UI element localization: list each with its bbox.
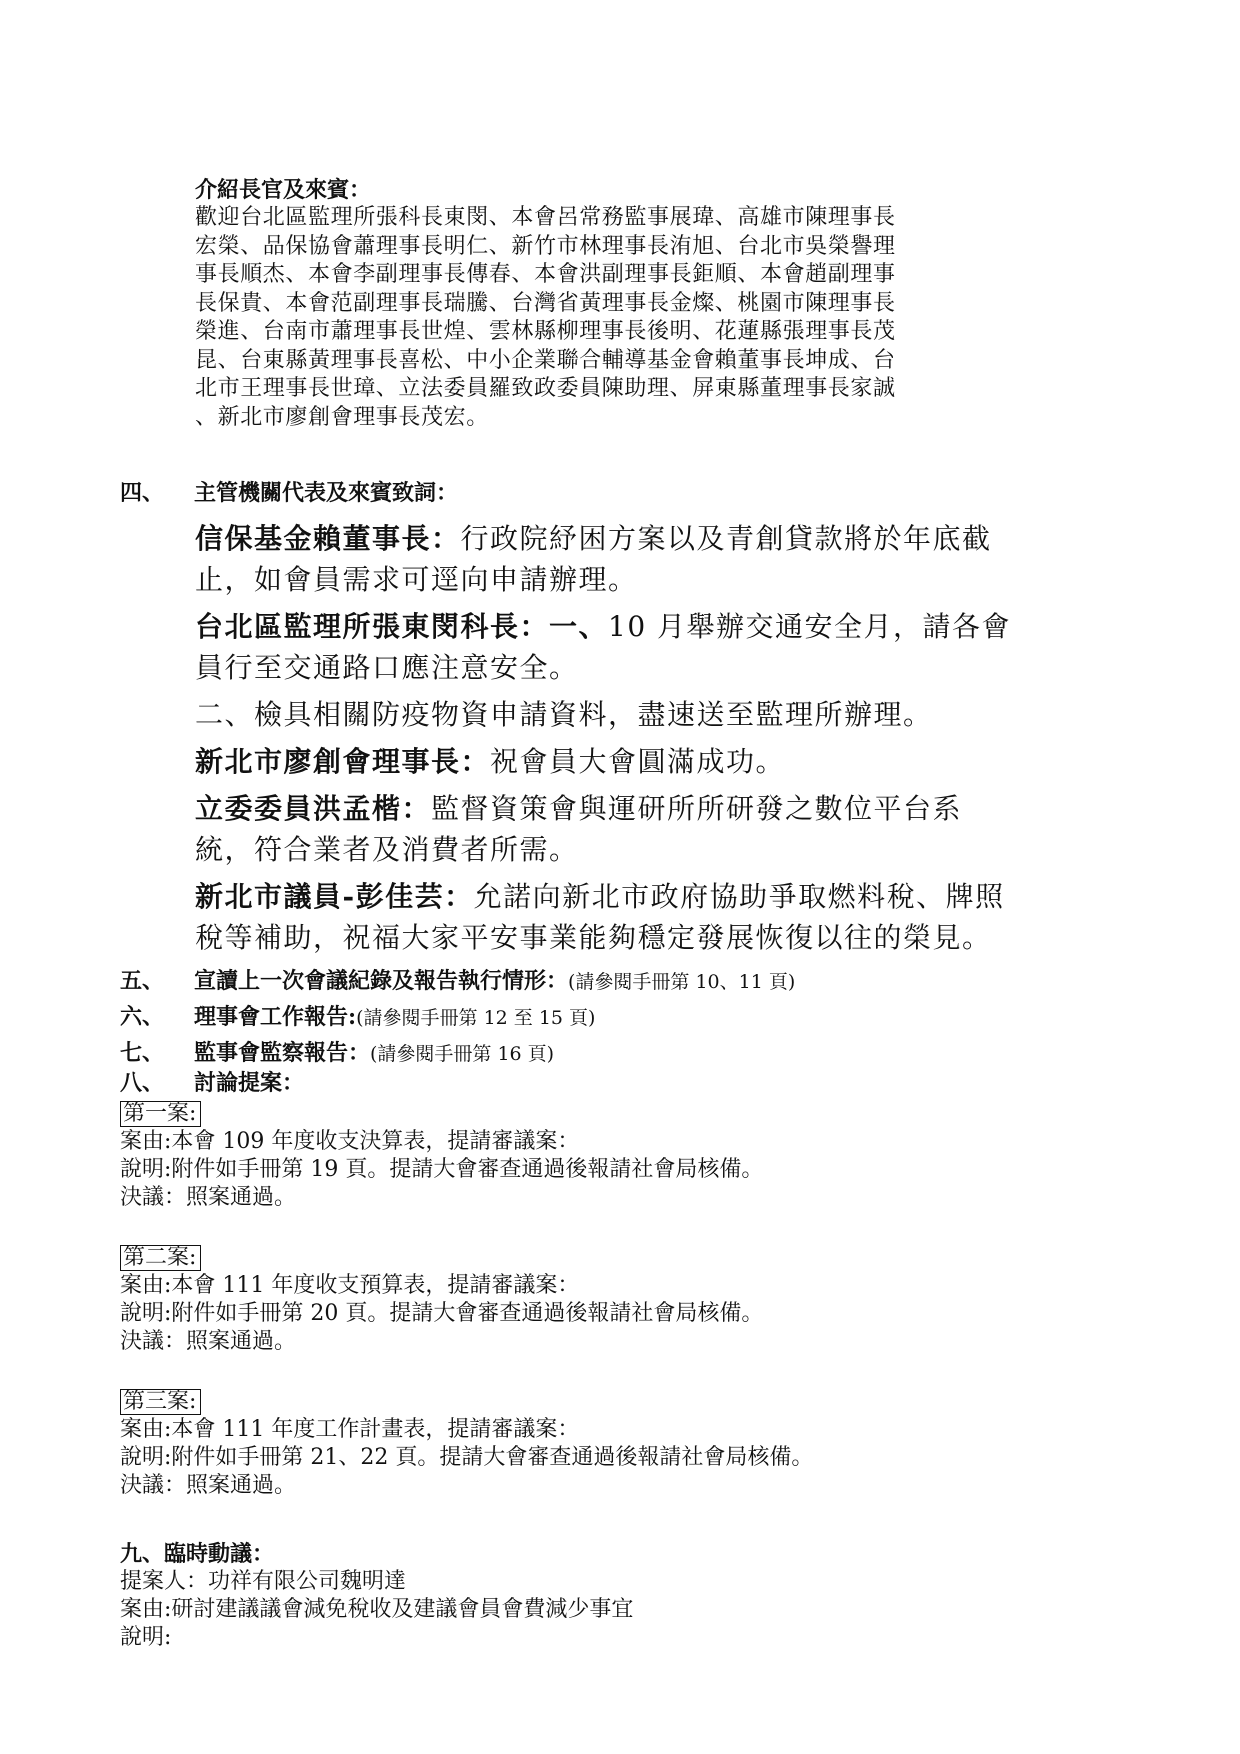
section-9 [120, 1540, 633, 1652]
section-number: 七、 [120, 1040, 165, 1066]
section-number: 四、 [120, 480, 165, 506]
speaker-name: 台北區監理所張東閔科長：一、 [195, 610, 609, 643]
section-title: 理事會工作報告: [194, 1004, 357, 1030]
case-explain: 說明:附件如手冊第 19 頁。提請大會審查通過後報請社會局核備。 [120, 1157, 764, 1182]
section-title: 宣讀上一次會議紀錄及報告執行情形： [194, 968, 569, 994]
section-title: 監事會監察報告： [194, 1040, 371, 1066]
case-reason: 案由:本會 111 年度收支預算表，提請審議案： [120, 1273, 580, 1298]
section-7-heading [120, 1038, 554, 1069]
speech-item [195, 518, 1125, 600]
section-9-title: 九、臨時動議： [120, 1541, 275, 1567]
case-resolution: 決議：照案通過。 [120, 1473, 297, 1498]
speech-text: 止，如會員需求可逕向申請辦理。 [195, 563, 638, 596]
intro-line: 榮進、台南市蕭理事長世煌、雲林縣柳理事長後明、花蓮縣張理事長茂 [195, 319, 896, 344]
speech-item [195, 694, 1125, 735]
motion-reason: 案由:研討建議議會減免稅收及建議會員會費減少事宜 [120, 1597, 634, 1622]
speech-text: 監督資策會與運研所所研發之數位平台系 [431, 792, 963, 825]
section-note: (請參閱手冊第 16 頁) [370, 1043, 555, 1065]
speech-text: 統，符合業者及消費者所需。 [195, 833, 579, 866]
case-3 [120, 1388, 813, 1500]
section-number: 八、 [120, 1070, 165, 1096]
speeches [195, 518, 1125, 964]
section-note: (請參閱手冊第 10、11 頁) [568, 971, 796, 993]
speech-text: 允諾向新北市政府協助爭取燃料稅、牌照 [473, 880, 1005, 913]
speech-text: 行政院紓困方案以及青創貸款將於年底截 [460, 522, 992, 555]
intro-line: 事長順杰、本會李副理事長傳春、本會洪副理事長鉅順、本會趙副理事 [195, 262, 896, 287]
speaker-name: 新北市議員-彭佳芸： [195, 880, 474, 913]
speech-text: 稅等補助，祝福大家平安事業能夠穩定發展恢復以往的榮見。 [195, 921, 992, 954]
section-note: (請參閱手冊第 12 至 15 頁) [356, 1007, 596, 1029]
intro-line: 、新北市廖創會理事長茂宏。 [195, 404, 489, 430]
intro-text [195, 204, 1100, 432]
speech-item [195, 741, 1125, 782]
intro-line: 昆、台東縣黃理事長喜松、中小企業聯合輔導基金會賴董事長坤成、台 [195, 347, 896, 373]
intro-line: 長保貴、本會范副理事長瑞騰、台灣省黃理事長金燦、桃園市陳理事長 [195, 290, 896, 316]
speech-text: 10 月舉辦交通安全月，請各會 [608, 610, 1012, 643]
speech-text: 祝會員大會圓滿成功。 [490, 745, 786, 778]
speaker-name: 信保基金賴董事長： [195, 522, 461, 555]
intro-line: 歡迎台北區監理所張科長東閔、本會呂常務監事展瑋、高雄市陳理事長 [195, 205, 896, 230]
section-5-heading [120, 966, 795, 997]
section-title: 討論提案： [194, 1070, 305, 1096]
section-6-heading [120, 1002, 595, 1033]
speaker-name: 新北市廖創會理事長： [195, 745, 491, 778]
case-label: 第二案: [120, 1245, 201, 1271]
speech-item [195, 788, 1125, 870]
intro-line: 宏榮、品保協會蕭理事長明仁、新竹市林理事長洧旭、台北市吳榮譽理 [195, 233, 896, 259]
case-2 [120, 1244, 763, 1356]
section-number: 五、 [120, 968, 165, 994]
speech-item [195, 876, 1125, 958]
proposer: 提案人：功祥有限公司魏明達 [120, 1569, 407, 1594]
section-title: 主管機關代表及來賓致詞： [194, 480, 459, 506]
speech-item [195, 606, 1125, 688]
case-label: 第一案: [120, 1101, 201, 1127]
intro-line: 北市王理事長世璋、立法委員羅致政委員陳助理、屏東縣董理事長家誠 [195, 376, 896, 401]
motion-explain: 說明: [120, 1625, 172, 1650]
section-4-heading [120, 478, 458, 509]
section-number: 六、 [120, 1004, 165, 1030]
speech-text: 二、檢具相關防疫物資申請資料，盡速送至監理所辦理。 [195, 698, 933, 731]
case-explain: 說明:附件如手冊第 20 頁。提請大會審查通過後報請社會局核備。 [120, 1301, 764, 1326]
case-resolution: 決議：照案通過。 [120, 1329, 297, 1354]
case-reason: 案由:本會 111 年度工作計畫表，提請審議案： [120, 1417, 580, 1442]
case-reason: 案由:本會 109 年度收支決算表，提請審議案： [120, 1129, 580, 1154]
speech-text: 員行至交通路口應注意安全。 [195, 651, 579, 684]
speaker-name: 立委委員洪孟楷： [195, 792, 432, 825]
case-label: 第三案: [120, 1389, 201, 1415]
intro-title: 介紹長官及來賓： [195, 177, 372, 203]
case-explain: 說明:附件如手冊第 21、22 頁。提請大會審查通過後報請社會局核備。 [120, 1445, 814, 1470]
section-8-heading [120, 1068, 304, 1099]
case-resolution: 決議：照案通過。 [120, 1185, 297, 1210]
case-1 [120, 1100, 763, 1212]
